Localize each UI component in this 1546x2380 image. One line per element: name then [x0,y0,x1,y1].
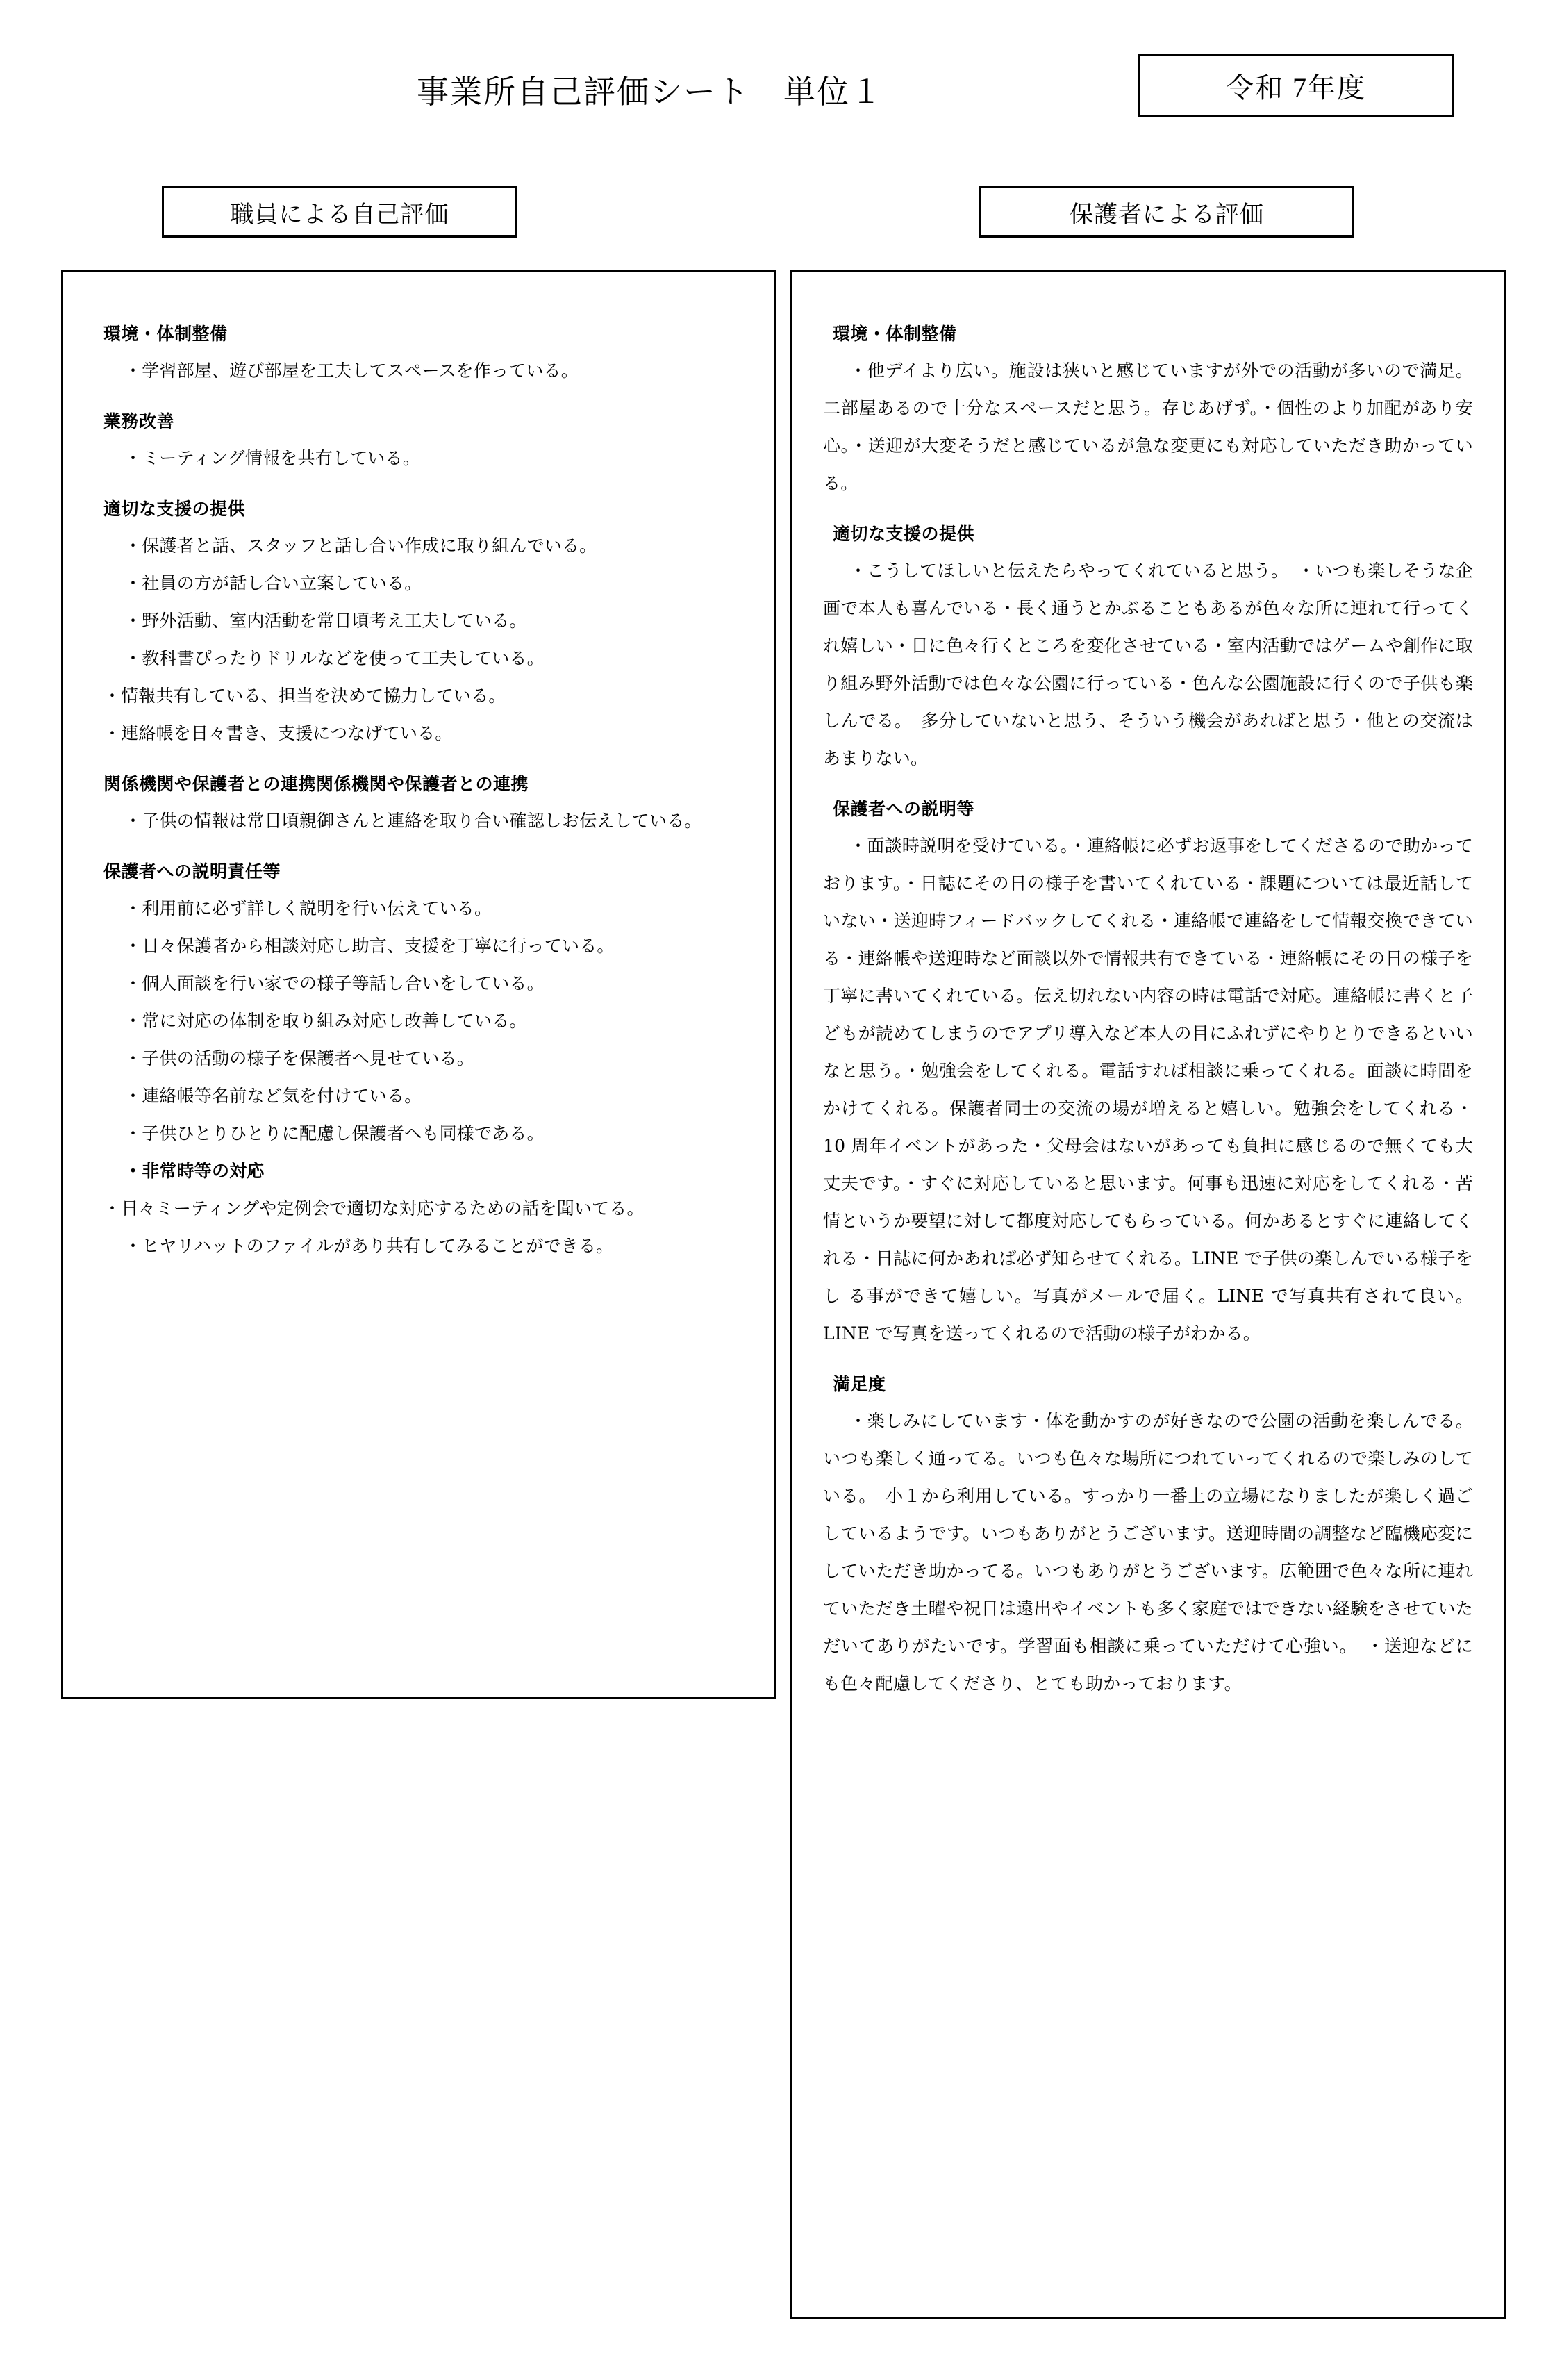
section-title: 関係機関や保護者との連携関係機関や保護者との連携 [103,774,529,794]
list-item: ・野外活動、室内活動を常日頃考え工夫している。 [124,611,527,631]
heading-guardian-evaluation-label: 保護者による評価 [1070,201,1264,228]
list-item: ・常に対応の体制を取り組み対応し改善している。 [124,1011,527,1031]
list-item: ・連絡帳を日々書き、支援につなげている。 [103,723,453,743]
list-item: ・教科書ぴったりドリルなどを使って工夫している。 [124,648,545,668]
paragraph: ・他デイより広い。施設は狭いと感じていますが外での活動が多いので満足。二部屋あるので十分なスペースだと思う。存じあげず。・個性のより加配があり安心。・送迎が大変そうだと感じているが急な変更にも対応していただき助かっている。 [823,361,1473,493]
list-item: ・日々ミーティングや定例会で適切な対応するための話を聞いてる。 [103,1198,645,1218]
section-title: 適切な支援の提供 [833,524,975,544]
page-title: 事業所自己評価シート 単位１ [417,73,883,110]
era-year-box [1138,54,1454,117]
heading-guardian-evaluation [979,186,1354,238]
list-item-emergency-response: ・非常時等の対応 [124,1161,265,1181]
section-title: 業務改善 [103,411,175,431]
list-item: ・情報共有している、担当を決めて協力している。 [103,686,506,706]
section-title: 環境・体制整備 [103,324,228,344]
guardian-evaluation-panel [790,270,1506,2319]
list-item: ・利用前に必ず詳しく説明を行い伝えている。 [124,898,492,918]
section-title: 適切な支援の提供 [103,499,246,519]
list-item: ・日々保護者から相談対応し助言、支援を丁寧に行っている。 [124,936,615,956]
list-item: ・ミーティング情報を共有している。 [124,448,420,468]
paragraph: ・こうしてほしいと伝えたらやってくれていると思う。 ・いつも楽しそうな企画で本人も喜んでいる・長く通うとかぶることもあるが色々な所に連れて行ってくれ嬉しい・⽇に色々行くところを変化させている・室内活動ではゲームや創作に取り組み野外活動では色々な公園に行っている・色んな公園施設に行くので子供も楽しんでる。 多分していないと思う、そういう機会があればと思う・他との交流はあまりない。 [823,561,1473,768]
section-title: 環境・体制整備 [833,324,957,344]
section-title: 保護者への説明責任等 [103,861,281,882]
list-item: ・個人面談を行い家での様子等話し合いをしている。 [124,973,545,993]
heading-staff-evaluation [162,186,517,238]
list-item: ・子供の活動の様子を保護者へ見せている。 [124,1048,475,1068]
list-item: ・保護者と話、スタッフと話し合い作成に取り組んでいる。 [124,536,597,556]
era-year-label: 令和 7年度 [1226,72,1366,104]
list-item: ・学習部屋、遊び部屋を工夫してスペースを作っている。 [124,361,579,381]
heading-staff-evaluation-label: 職員による自己評価 [230,201,449,228]
section-title: 保護者への説明等 [833,799,975,819]
list-item: ・社員の方が話し合い立案している。 [124,573,422,593]
list-item: ・子供ひとりひとりに配慮し保護者へも同様である。 [124,1123,545,1143]
list-item: ・子供の情報は常日頃親御さんと連絡を取り合い確認しお伝えしている。 [124,811,702,831]
paragraph: ・楽しみにしています・体を動かすのが好きなので公園の活動を楽しんでる。いつも楽しく通ってる。いつも色々な場所につれていってくれるので楽しみのしている。 小１から利用している。すっかり一番上の立場になりましたが楽しく過ごしているようです。いつもありがとうございます。送迎時間の調整など臨機応変にしていただき助かってる。いつもありがとうございます。広範囲で色々な所に連れていただき土曜や祝日は遠出やイベントも多く家庭ではできない経験をさせていただいてありがたいです。学習面も相談に乗っていただけて心強い。 ・送迎などにも色々配慮してくださり、とても助かっております。 [823,1411,1473,1694]
paragraph: ・面談時説明を受けている。・連絡帳に必ずお返事をしてくださるので助かっております。・日誌にその日の様子を書いてくれている・課題については最近話していない・送迎時フィードバックしてくれる・連絡帳で連絡をして情報交換できている・連絡帳や送迎時など面談以外で情報共有できている・連絡帳にその日の様子を丁寧に書いてくれている。伝え切れない内容の時は電話で対応。連絡帳に書くと子どもが読めてしまうのでアプリ導入など本人の目にふれずにやりとりできるといいなと思う。・勉強会をしてくれる。電話すれば相談に乗ってくれる。面談に時間をかけてくれる。保護者同士の交流の場が増えると嬉しい。勉強会をしてくれる・10 周年イベントがあった・父母会はないがあっても負担に感じるので無くても大丈夫です。・すぐに対応していると思います。何事も迅速に対応をしてくれる・苦情というか要望に対して都度対応してもらっている。何かあるとすぐに連絡してくれる・日誌に何かあれば必ず知らせてくれる。LINE で子供の楽しんでいる様子をし る事ができて嬉しい。写真がメールで届く。LINE で写真共有されて良い。LINE で写真を送ってくれるので活動の様子がわかる。 [823,836,1474,1344]
list-item: ・連絡帳等名前など気を付けている。 [124,1086,422,1106]
section-title: 満足度 [833,1374,886,1394]
list-item: ・ヒヤリハットのファイルがあり共有してみることができる。 [124,1236,614,1256]
staff-evaluation-panel [61,270,776,1699]
